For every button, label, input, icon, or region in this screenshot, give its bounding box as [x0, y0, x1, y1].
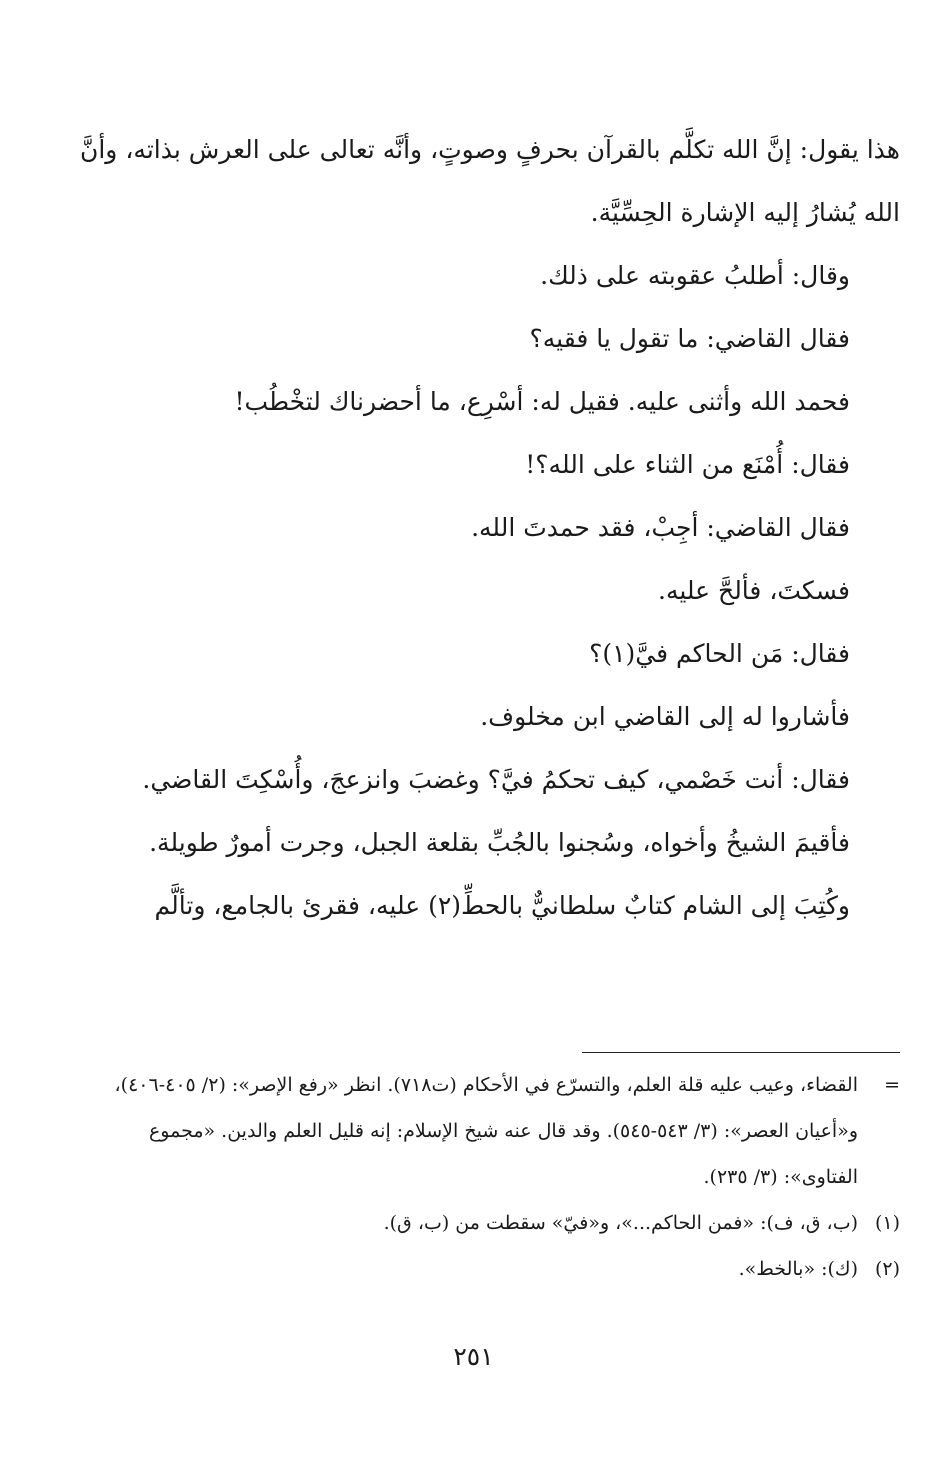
paragraph: فأشاروا له إلى القاضي ابن مخلوف. [480, 702, 850, 731]
paragraph: فحمد الله وأثنى عليه. فقيل له: أسْرِع، ما أحضرناك لتخْطُب! [234, 387, 850, 416]
footnote-marker: (٢) [874, 1258, 900, 1280]
footnote-separator [582, 1052, 900, 1053]
footnote-text: (ك): «بالخط». [738, 1258, 858, 1280]
paragraph: فقال: أنت خَصْمي، كيف تحكمُ فيَّ؟ وغضبَ وانزعجَ، وأُسْكِتَ القاضي. [142, 765, 850, 794]
paragraph: فقال: أُمْنَع من الثناء على الله؟! [525, 450, 850, 479]
main-text [80, 118, 900, 937]
paragraph: هذا يقول: إنَّ الله تكلَّم بالقرآن بحرفٍ وصوتٍ، وأنَّه تعالى على العرش بذاته، وأنَّ الله يُشارُ إليه الإشارة الحِسِّيَّة. [80, 135, 900, 227]
paragraph: فقال: مَن الحاكم فيَّ(١)؟ [589, 639, 850, 668]
footnote [80, 1246, 900, 1292]
paragraph: فأقيمَ الشيخُ وأخواه، وسُجنوا بالجُبِّ بقلعة الجبل، وجرت أمورٌ طويلة. [149, 828, 850, 857]
paragraph: فقال القاضي: أجِبْ، فقد حمدتَ الله. [471, 513, 850, 542]
page-number: ٢٥١ [453, 1342, 494, 1371]
footnote-text: (ب، ق، ف): «فمن الحاكم...»، و«فيّ» سقطت من (ب، ق). [383, 1212, 858, 1234]
paragraph: فسكتَ، فألحَّ عليه. [658, 576, 850, 605]
footnote-text: القضاء، وعيب عليه قلة العلم، والتسرّع في الأحكام (ت٧١٨). انظر «رفع الإصر»: (٢/ ٤٠٥-٤٠٦)، و«أعيان العصر»: (٣/ ٥٤٣-٥٤٥). وقد قال عنه شيخ الإسلام: إنه قليل العلم والدين. «مجموع الفتاوى»: (٣/ ٢٣٥). [114, 1074, 858, 1188]
paragraph: وكُتِبَ إلى الشام كتابٌ سلطانيٌّ بالحطِّ(٢) عليه، فقرئ بالجامع، وتألَّم [154, 891, 850, 920]
paragraph: فقال القاضي: ما تقول يا فقيه؟ [529, 324, 850, 353]
paragraph: وقال: أطلبُ عقوبته على ذلك. [540, 261, 850, 290]
footnotes [80, 1062, 900, 1292]
footnote-continuation [80, 1062, 900, 1200]
footnote [80, 1200, 900, 1246]
footnote-marker: (١) [874, 1212, 900, 1234]
footnote-marker: = [884, 1074, 900, 1096]
